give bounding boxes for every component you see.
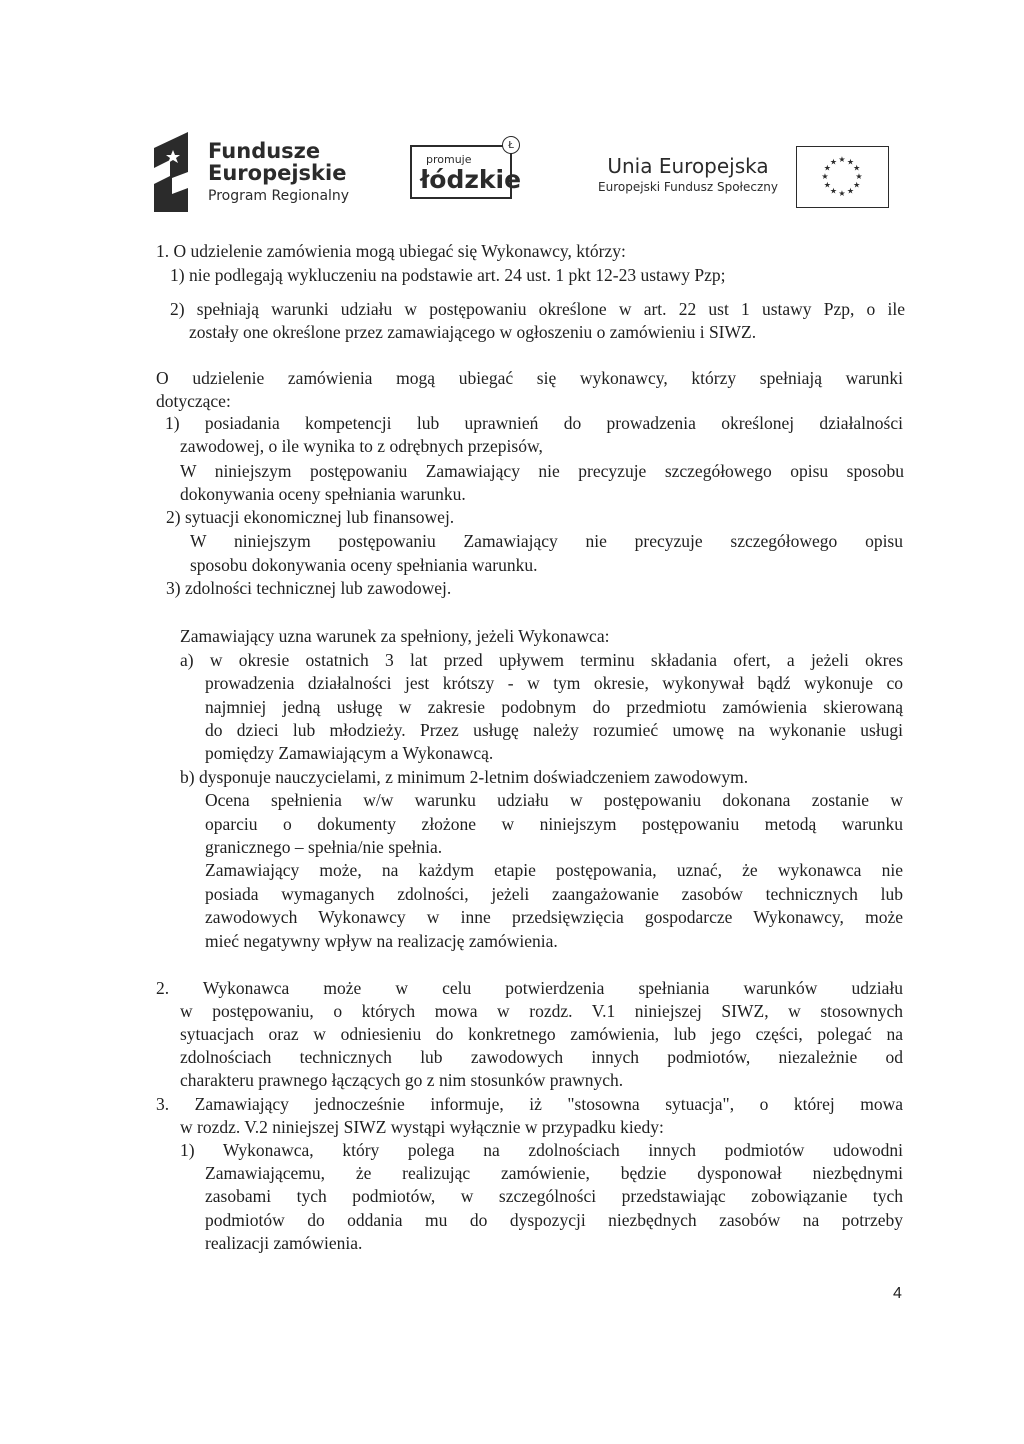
- text-line: 2) spełniają warunki udziału w postępowaniu określone w art. 22 ust 1 ustawy Pzp, o ile: [170, 299, 905, 319]
- text-line: zostały one określone przez zamawiającego w ogłoszeniu o zamówieniu i SIWZ.: [189, 322, 757, 342]
- fe-line1: Fundusze: [208, 139, 321, 163]
- text-line: 3) zdolności technicznej lub zawodowej.: [166, 578, 452, 598]
- lodzkie-small: promuje: [426, 153, 472, 166]
- text-line: a) w okresie ostatnich 3 lat przed upływem terminu składania ofert, a jeżeli okres: [180, 650, 903, 670]
- text-line: dotyczące:: [156, 391, 231, 411]
- fundusze-europejskie-logo-icon: [148, 132, 196, 212]
- text-line: zasobami tych podmiotów, w szczególności przedstawiając zobowiązanie tych: [205, 1186, 903, 1206]
- flag-star: ★: [821, 172, 829, 181]
- text-line: mieć negatywny wpływ na realizację zamówienia.: [205, 931, 558, 951]
- text-line: prowadzenia działalności jest krótszy - w tym okresie, wykonywał bądź wykonuje co: [205, 673, 903, 693]
- fundusze-europejskie-text: [208, 140, 349, 206]
- flag-star: ★: [823, 163, 831, 173]
- text-line: granicznego – spełnia/nie spełnia.: [205, 837, 443, 857]
- flag-star: ★: [829, 186, 838, 196]
- text-line: zdolnościach technicznych lub zawodowych innych podmiotów, niezależnie od: [180, 1047, 903, 1067]
- text-line: do dzieci lub młodzieży. Przez usługę należy rozumieć umowę na wykonanie usługi: [205, 720, 903, 740]
- text-line: pomiędzy Zamawiającym a Wykonawcą.: [205, 743, 494, 763]
- ue-subtitle: Europejski Fundusz Społeczny: [598, 180, 778, 194]
- text-line: Zamawiający uzna warunek za spełniony, jeżeli Wykonawca:: [180, 626, 610, 646]
- text-line: oparciu o dokumenty złożone w niniejszym postępowaniu metodą warunku: [205, 814, 903, 834]
- text-line: Zamawiający może, na każdym etapie postępowania, uznać, że wykonawca nie: [205, 860, 903, 880]
- flag-star: ★: [855, 172, 863, 181]
- flag-star: ★: [853, 163, 861, 173]
- text-line: 1) Wykonawca, który polega na zdolnościach innych podmiotów udowodni: [180, 1140, 903, 1160]
- text-line: W niniejszym postępowaniu Zamawiający nie precyzuje szczegółowego opisu: [190, 531, 903, 551]
- text-line: 1) nie podlegają wykluczeniu na podstawie art. 24 ust. 1 pkt 12-23 ustawy Pzp;: [170, 265, 726, 285]
- lodzkie-main: łódzkie: [420, 165, 522, 194]
- unia-europejska-text: [582, 154, 794, 196]
- text-line: 2. Wykonawca może w celu potwierdzenia spełniania warunków udziału: [156, 978, 903, 998]
- flag-star: ★: [829, 157, 838, 167]
- fe-line3: Program Regionalny: [208, 188, 350, 204]
- text-line: podmiotów do oddania mu do dyspozycji niezbędnych zasobów na potrzeby: [205, 1210, 903, 1230]
- lodzkie-logo: [410, 145, 522, 199]
- text-line: najmniej jedną usługę w zakresie podobnym do przedmiotu zamówienia skierowaną: [205, 697, 903, 717]
- flag-star: ★: [838, 155, 846, 164]
- text-line: zawodowych Wykonawcy w inne przedsięwzięcia gospodarcze Wykonawcy, może: [205, 907, 903, 927]
- page-header: [0, 128, 1024, 218]
- fe-line2: Europejskie: [208, 161, 347, 185]
- flag-star: ★: [838, 189, 846, 198]
- eu-flag-icon: [796, 146, 889, 208]
- text-line: 1) posiadania kompetencji lub uprawnień do prowadzenia określonej działalności: [165, 413, 903, 433]
- text-line: charakteru prawnego łączących go z nim stosunków prawnych.: [180, 1070, 624, 1090]
- flag-star: ★: [846, 186, 855, 196]
- text-line: realizacji zamówienia.: [205, 1233, 363, 1253]
- text-line: dokonywania oceny spełniania warunku.: [180, 484, 466, 504]
- ue-title: Unia Europejska: [607, 154, 769, 178]
- flag-star: ★: [823, 180, 831, 190]
- text-line: zawodowej, o ile wynika to z odrębnych przepisów,: [180, 436, 543, 456]
- text-line: W niniejszym postępowaniu Zamawiający nie precyzuje szczegółowego opisu sposobu: [180, 461, 904, 481]
- text-line: b) dysponuje nauczycielami, z minimum 2-letnim doświadczeniem zawodowym.: [180, 767, 749, 787]
- page-number: 4: [893, 1285, 902, 1302]
- text-line: posiada wymaganych zdolności, jeżeli zaangażowanie zasobów technicznych lub: [205, 884, 903, 904]
- lodzkie-badge-icon: Ł: [502, 136, 520, 154]
- text-line: Ocena spełnienia w/w warunku udziału w postępowaniu dokonana zostanie w: [205, 790, 903, 810]
- text-line: 1. O udzielenie zamówienia mogą ubiegać się Wykonawcy, którzy:: [156, 241, 626, 261]
- text-line: w rozdz. V.2 niniejszej SIWZ wystąpi wyłącznie w przypadku kiedy:: [180, 1117, 664, 1137]
- text-line: sposobu dokonywania oceny spełniania warunku.: [190, 555, 538, 575]
- text-line: w postępowaniu, o których mowa w rozdz. V.1 niniejszej SIWZ, w stosownych: [180, 1001, 903, 1021]
- text-line: 3. Zamawiający jednocześnie informuje, iż "stosowna sytuacja", o której mowa: [156, 1094, 903, 1114]
- flag-star: ★: [853, 180, 861, 190]
- flag-star: ★: [846, 157, 855, 167]
- text-line: O udzielenie zamówienia mogą ubiegać się wykonawcy, którzy spełniają warunki: [156, 368, 903, 388]
- text-line: Zamawiającemu, że realizując zamówienie, będzie dysponował niezbędnymi: [205, 1163, 903, 1183]
- text-line: 2) sytuacji ekonomicznej lub finansowej.: [166, 507, 455, 527]
- text-line: sytuacjach oraz w odniesieniu do konkretnego zamówienia, lub jego części, polegać na: [180, 1024, 903, 1044]
